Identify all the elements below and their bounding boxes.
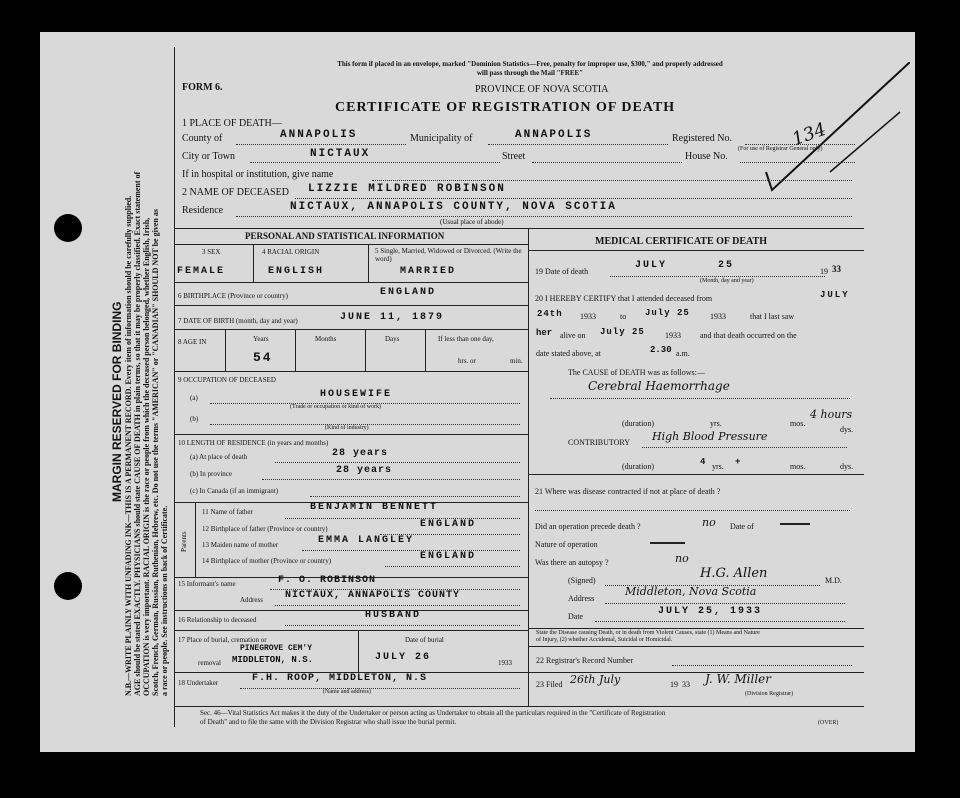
city-value: NICTAUX <box>310 148 371 160</box>
days-label: Days <box>385 335 400 343</box>
personal-heading-rule <box>174 244 528 245</box>
mother-bp-label: 14 Birthplace of mother (Province or country) <box>202 557 332 565</box>
registrar-record-line <box>672 665 852 666</box>
undertaker-note: (Name and address) <box>323 689 371 695</box>
informant-address-value: NICTAUX, ANNAPOLIS COUNTY <box>285 590 461 601</box>
margin-reserved-label: MARGIN RESERVED FOR BINDING <box>110 301 124 502</box>
deceased-name-value: LIZZIE MILDRED ROBINSON <box>308 183 506 195</box>
house-no-line <box>740 162 855 163</box>
burial-divider <box>358 630 359 672</box>
cause-duration-label: (duration) <box>622 419 654 428</box>
row-rule <box>174 282 528 283</box>
racial-divider <box>368 244 369 282</box>
nature-dash <box>650 542 685 544</box>
county-line <box>236 144 406 145</box>
row-rule <box>174 610 528 611</box>
margin-instruction-line: Scotch, French, German, Russian, Ruthenian, Hebrew, etc. Do not use the terms "AMERICAN" or "CANADIAN" SHOULD NOT be given as <box>151 209 160 696</box>
occ-a-label: (a) <box>190 394 198 402</box>
to-date: July 25 <box>645 308 690 318</box>
check-mark-icon <box>760 62 910 192</box>
municipality-value: ANNAPOLIS <box>515 129 593 141</box>
burial-date-value: JULY 26 <box>375 652 432 663</box>
place-of-death-label: 1 PLACE OF DEATH— <box>182 118 282 129</box>
contrib-dys-label: dys. <box>840 462 854 471</box>
row-rule <box>528 628 864 629</box>
burial-label-line1: 17 Place of burial, cremation or <box>178 636 267 644</box>
cause-duration-value: 4 hours <box>810 408 853 421</box>
medical-date-label: Date <box>568 612 584 621</box>
informant-value: F. O. ROBINSON <box>278 575 377 586</box>
contrib-yrs-label: yrs. <box>712 462 724 471</box>
residence-value: NICTAUX, ANNAPOLIS COUNTY, NOVA SCOTIA <box>290 201 617 213</box>
undertaker-label: 18 Undertaker <box>178 679 219 687</box>
burial-date-label: Date of burial <box>405 636 444 644</box>
residence-label: Residence <box>182 205 224 216</box>
occupation-label: 9 OCCUPATION OF DECEASED <box>178 376 276 384</box>
parents-divider <box>195 502 196 577</box>
certify-label: 20 I HEREBY CERTIFY that I attended deceased from <box>535 294 713 303</box>
column-divider <box>528 228 529 706</box>
medical-heading-rule <box>528 250 864 251</box>
informant-label: 15 Informant's name <box>178 580 236 588</box>
occ-b-note: (Kind of industry) <box>325 425 369 431</box>
registrar-signature: J. W. Miller <box>705 672 772 686</box>
sex-divider <box>253 244 254 282</box>
cause-dys-label: dys. <box>840 425 854 434</box>
am-label: a.m. <box>676 349 690 358</box>
contributory-value: High Blood Pressure <box>652 430 768 443</box>
mother-value: EMMA LANGLEY <box>318 535 415 546</box>
registered-no-value: 134 <box>789 118 829 151</box>
age-divider <box>425 329 426 371</box>
medical-heading: MEDICAL CERTIFICATE OF DEATH <box>595 236 767 247</box>
date-stated-label: date stated above, at <box>536 349 601 358</box>
contributory-label: CONTRIBUTORY <box>568 438 631 447</box>
mail-notice <box>270 60 790 78</box>
medical-date-line <box>595 621 845 622</box>
row-rule <box>174 329 528 330</box>
margin-instruction-line: a race or people. See instructions on back of Certificate. <box>160 505 169 696</box>
residence-note: (Usual place of abode) <box>440 218 504 226</box>
autopsy-value: no <box>675 552 689 565</box>
mother-bp-value: ENGLAND <box>420 551 477 562</box>
informant-address-line <box>275 605 520 606</box>
autopsy-label: Was there an autopsy ? <box>535 558 609 567</box>
father-label: 11 Name of father <box>202 508 253 516</box>
registrar-note: (For use of Registrar General only) <box>738 146 823 152</box>
row-rule <box>528 646 864 647</box>
house-no-label: House No. <box>685 151 728 162</box>
min-label: min. <box>510 357 523 365</box>
contrib-mos-label: mos. <box>790 462 806 471</box>
disease-contracted-label: 21 Where was disease contracted if not at place of death ? <box>535 487 721 496</box>
registrar-record-label: 22 Registrar's Record Number <box>536 656 634 665</box>
alive-on-label: alive on <box>560 331 586 340</box>
medical-address-line <box>605 603 845 604</box>
death-certificate-page <box>40 32 915 752</box>
signed-label: (Signed) <box>568 576 596 585</box>
operation-dash <box>780 523 810 525</box>
in-province-line <box>262 479 520 480</box>
form-number: FORM 6. <box>182 82 223 93</box>
in-province-value: 28 years <box>336 465 393 476</box>
her-value: her <box>536 328 553 338</box>
corner-check-mark <box>760 62 910 192</box>
filed-year-prefix: 19 <box>670 680 678 689</box>
county-value: ANNAPOLIS <box>280 129 358 141</box>
row-rule <box>174 371 528 372</box>
death-occurred-label: and that death occurred on the <box>700 331 797 340</box>
footer-rule <box>174 706 864 707</box>
relationship-label: 16 Relationship to deceased <box>178 616 257 624</box>
occ-b-label: (b) <box>190 415 199 423</box>
binding-hole-top <box>54 214 82 242</box>
cause-value: Cerebral Haemorrhage <box>588 379 730 393</box>
cause-mos-label: mos. <box>790 419 806 428</box>
months-label: Months <box>315 335 337 343</box>
hrs-label: hrs. or <box>458 357 476 365</box>
contrib-yrs-value: 4 <box>700 457 708 467</box>
medical-date-value: JULY 25, 1933 <box>658 606 763 617</box>
death-year-prefix: 19 <box>820 267 828 276</box>
statute-note-line1: Sec. 46—Vital Statistics Act makes it the duty of the Undertaker or person acting as Undertaker to obtain all the particulars required in the "Certificate of Registration <box>200 709 666 717</box>
from-year: 1933 <box>580 312 596 321</box>
to-year: 1933 <box>710 312 726 321</box>
street-label: Street <box>502 151 526 162</box>
contrib-plus: + <box>735 457 743 467</box>
burial-year-value: 1933 <box>498 659 512 667</box>
residence-line <box>236 216 852 217</box>
alive-year: 1933 <box>665 331 681 340</box>
row-rule <box>174 434 528 435</box>
parents-label: Parents <box>180 531 188 552</box>
informant-address-label: Address <box>240 596 263 604</box>
province-label: PROVINCE OF NOVA SCOTIA <box>475 84 609 95</box>
occ-a-note: (Trade or occupation or kind of work) <box>290 404 382 410</box>
cause-label: The CAUSE of DEATH was as follows:— <box>568 368 705 377</box>
burial-place-line2: MIDDLETON, N.S. <box>232 655 314 665</box>
birthplace-value: ENGLAND <box>380 287 437 298</box>
margin-instruction-line: OCCUPATION is very important. RACIAL ORIGIN is the race or people from which the deceased person belonged, whether English, Irish, <box>142 217 151 696</box>
racial-label: 4 RACIAL ORIGIN <box>262 248 320 256</box>
father-line <box>285 518 520 519</box>
marital-value: MARRIED <box>400 266 457 277</box>
filed-value: 26th July <box>570 673 621 686</box>
at-place-line <box>275 462 520 463</box>
hospital-label: If in hospital or institution, give name <box>182 169 334 180</box>
burial-label-line2: removal <box>198 659 221 667</box>
undertaker-value: F.H. ROOP, MIDDLETON, N.S <box>252 673 428 684</box>
father-value: BENJAMIN BENNETT <box>310 502 439 513</box>
medical-address-label: Address <box>568 594 595 603</box>
division-registrar-note: (Division Registrar) <box>745 691 794 697</box>
row-rule <box>174 630 528 631</box>
death-date-note: (Month, day and year) <box>700 278 754 284</box>
alive-on-value: July 25 <box>600 327 645 337</box>
row-rule <box>174 305 528 306</box>
from-day: 24th <box>537 309 563 319</box>
over-label: (OVER) <box>818 720 839 726</box>
racial-value: ENGLISH <box>268 266 325 277</box>
medical-address-value: Middleton, Nova Scotia <box>625 585 757 598</box>
city-line <box>250 162 500 163</box>
margin-instructions <box>124 172 169 696</box>
mother-line <box>302 550 520 551</box>
years-label: Years <box>253 335 269 343</box>
at-place-value: 28 years <box>332 448 389 459</box>
registered-no-label: Registered No. <box>672 133 732 144</box>
relationship-line <box>285 625 520 626</box>
contrib-duration-label: (duration) <box>622 462 654 471</box>
section-divider <box>174 228 864 229</box>
nature-operation-label: Nature of operation <box>535 540 598 549</box>
municipality-label: Municipality of <box>410 133 473 144</box>
street-line <box>532 162 682 163</box>
margin-instruction-line: AGE should be stated EXACTLY. PHYSICIANS should state CAUSE OF DEATH in plain terms, so that it may be properly classified. Exact statement of <box>133 171 142 696</box>
mother-bp-line <box>385 566 520 567</box>
filed-year: 33 <box>682 680 690 689</box>
age-divider <box>365 329 366 371</box>
date-of-death-label: 19 Date of death <box>535 267 589 276</box>
hospital-line <box>372 180 852 181</box>
violent-note-line1: State the Disease causing Death, or in death from Violent Causes, state (1) Means and Nature <box>536 630 760 636</box>
father-bp-label: 12 Birthplace of father (Province or country) <box>202 525 328 533</box>
relationship-value: HUSBAND <box>365 610 422 621</box>
father-bp-value: ENGLAND <box>420 519 477 530</box>
county-label: County of <box>182 133 223 144</box>
date-of-death-line <box>610 276 825 277</box>
cause-yrs-label: yrs. <box>710 419 722 428</box>
deceased-name-line <box>295 198 852 199</box>
in-canada-line <box>310 496 520 497</box>
age-divider <box>225 329 226 371</box>
filed-label: 23 Filed <box>536 680 563 689</box>
personal-heading: PERSONAL AND STATISTICAL INFORMATION <box>245 231 445 241</box>
contributory-line <box>642 447 847 448</box>
row-rule <box>528 474 864 475</box>
age-label: 8 AGE IN <box>178 338 207 346</box>
violent-causes-note <box>536 630 760 644</box>
form-left-border <box>174 47 175 727</box>
undertaker-line <box>240 688 520 689</box>
md-label: M.D. <box>825 576 842 585</box>
at-place-label: (a) At place of death <box>190 453 248 461</box>
operation-label: Did an operation precede death ? <box>535 522 641 531</box>
last-saw-label: that I last saw <box>750 312 795 321</box>
to-label: to <box>620 312 627 321</box>
in-province-label: (b) In province <box>190 470 232 478</box>
disease-contracted-line <box>535 510 850 511</box>
municipality-line <box>488 144 668 145</box>
death-month: JULY <box>635 260 668 271</box>
binding-hole-bottom <box>54 572 82 600</box>
less-day-label: If less than one day, <box>438 335 494 343</box>
dob-label: 7 DATE OF BIRTH (month, day and year) <box>178 317 298 325</box>
statute-note <box>200 709 665 727</box>
occ-a-value: HOUSEWIFE <box>320 389 393 400</box>
mail-notice-line1: This form if placed in an envelope, marked "Dominion Statistics—Free, penalty for improper use, $300," and properly addressed <box>337 60 723 68</box>
residence-length-label: 10 LENGTH OF RESIDENCE (in years and months) <box>178 439 329 447</box>
in-canada-label: (c) In Canada (if an immigrant) <box>190 487 279 495</box>
sex-value: FEMALE <box>177 266 226 277</box>
city-label: City or Town <box>182 151 236 162</box>
attended-from-value: JULY <box>820 290 850 300</box>
marital-label: 5 Single, Married, Widowed or Divorced. (Write the word) <box>375 247 522 263</box>
statute-note-line2: of Death" and to file the same with the Division Registrar who shall issue the burial permit. <box>200 718 457 726</box>
mail-notice-line2: will pass through the Mail "FREE" <box>476 69 584 77</box>
death-year: 33 <box>832 264 841 274</box>
violent-note-line2: of Injury, (2) whether Accidental, Suicidal or Homicidal. <box>536 637 673 643</box>
operation-value: no <box>702 516 716 529</box>
signed-value: H.G. Allen <box>700 566 768 581</box>
burial-place-line1: PINEGROVE CEM'Y <box>240 644 313 653</box>
death-day: 25 <box>718 260 735 271</box>
cause-line <box>550 398 850 399</box>
deceased-name-label: 2 NAME OF DECEASED <box>182 187 289 198</box>
dob-value: JUNE 11, 1879 <box>340 312 445 323</box>
birthplace-label: 6 BIRTHPLACE (Province or country) <box>178 292 289 300</box>
mother-label: 13 Maiden name of mother <box>202 541 279 549</box>
margin-instruction-line: N.B.—WRITE PLAINLY WITH UNFADING INK—THIS IS A PERMANENT RECORD. Every item of information should be carefully supplied. <box>124 195 133 696</box>
time-value: 2.30 <box>650 345 672 355</box>
sex-label: 3 SEX <box>202 248 221 256</box>
date-of-label: Date of <box>730 522 754 531</box>
age-divider <box>295 329 296 371</box>
years-value: 54 <box>253 350 273 365</box>
certificate-title: CERTIFICATE OF REGISTRATION OF DEATH <box>335 100 676 115</box>
